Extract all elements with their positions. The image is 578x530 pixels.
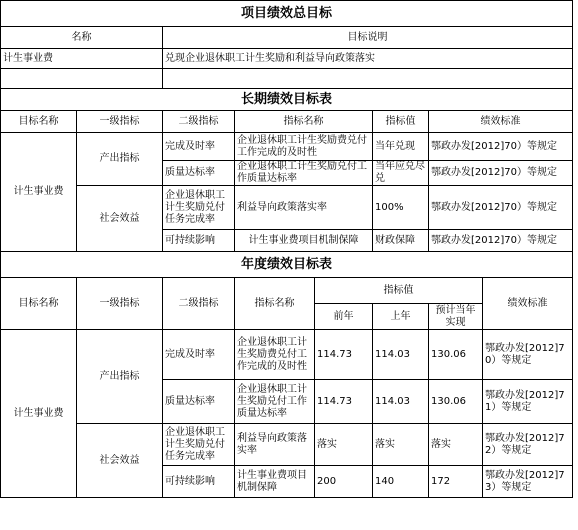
overall-header-desc[interactable]: 目标说明 — [163, 27, 573, 49]
longterm-level2[interactable]: 质量达标率 — [163, 161, 235, 186]
annual-last[interactable]: 140 — [373, 466, 429, 498]
annual-indicator[interactable]: 企业退休职工计生奖励费兑付工作完成的及时性 — [235, 330, 315, 380]
longterm-header-level1[interactable]: 一级指标 — [77, 111, 163, 133]
longterm-value[interactable]: 当年兑现 — [373, 133, 429, 161]
longterm-header-row — [1, 111, 573, 133]
annual-forecast[interactable]: 落实 — [429, 424, 483, 466]
annual-level1-output[interactable]: 产出指标 — [77, 330, 163, 424]
annual-level2[interactable]: 可持续影响 — [163, 466, 235, 498]
overall-title-row — [1, 1, 573, 27]
annual-header-level2[interactable]: 二级指标 — [163, 278, 235, 330]
annual-standard[interactable]: 鄂政办发[2012]72）等规定 — [483, 424, 573, 466]
annual-row — [1, 424, 573, 466]
longterm-standard[interactable]: 鄂政办发[2012]70）等规定 — [429, 133, 573, 161]
overall-data-row — [1, 49, 573, 69]
longterm-indicator[interactable]: 计生事业费项目机制保障 — [235, 230, 373, 252]
overall-row-name[interactable]: 计生事业费 — [1, 49, 163, 69]
annual-level2[interactable]: 企业退休职工计生奖励兑付任务完成率 — [163, 424, 235, 466]
longterm-standard[interactable]: 鄂政办发[2012]70）等规定 — [429, 161, 573, 186]
longterm-target-name[interactable]: 计生事业费 — [1, 133, 77, 252]
longterm-level2[interactable]: 企业退休职工计生奖励兑付任务完成率 — [163, 186, 235, 230]
longterm-level1-output[interactable]: 产出指标 — [77, 133, 163, 186]
empty-cell[interactable] — [1, 69, 163, 89]
annual-forecast[interactable]: 130.06 — [429, 380, 483, 424]
annual-header-row — [1, 278, 573, 304]
annual-last[interactable]: 114.03 — [373, 380, 429, 424]
annual-title-row — [1, 252, 573, 278]
longterm-value[interactable]: 100% — [373, 186, 429, 230]
annual-standard[interactable]: 鄂政办发[2012]73）等规定 — [483, 466, 573, 498]
longterm-header-value[interactable]: 指标值 — [373, 111, 429, 133]
longterm-header-indicator[interactable]: 指标名称 — [235, 111, 373, 133]
annual-standard[interactable]: 鄂政办发[2012]70）等规定 — [483, 330, 573, 380]
longterm-header-level2[interactable]: 二级指标 — [163, 111, 235, 133]
annual-prev[interactable]: 114.73 — [315, 380, 373, 424]
annual-forecast[interactable]: 172 — [429, 466, 483, 498]
longterm-title[interactable]: 长期绩效目标表 — [1, 89, 573, 111]
longterm-value[interactable]: 财政保障 — [373, 230, 429, 252]
longterm-standard[interactable]: 鄂政办发[2012]70）等规定 — [429, 230, 573, 252]
annual-prev[interactable]: 200 — [315, 466, 373, 498]
longterm-row — [1, 186, 573, 230]
longterm-standard[interactable]: 鄂政办发[2012]70）等规定 — [429, 186, 573, 230]
annual-header-last[interactable]: 上年 — [373, 304, 429, 330]
annual-header-standard[interactable]: 绩效标准 — [483, 278, 573, 330]
annual-row — [1, 330, 573, 380]
empty-cell[interactable] — [163, 69, 573, 89]
longterm-level1-social[interactable]: 社会效益 — [77, 186, 163, 252]
annual-header-prev[interactable]: 前年 — [315, 304, 373, 330]
annual-header-target[interactable]: 目标名称 — [1, 278, 77, 330]
longterm-row — [1, 133, 573, 161]
annual-forecast[interactable]: 130.06 — [429, 330, 483, 380]
annual-last[interactable]: 114.03 — [373, 330, 429, 380]
annual-indicator[interactable]: 计生事业费项目机制保障 — [235, 466, 315, 498]
longterm-header-target[interactable]: 目标名称 — [1, 111, 77, 133]
longterm-title-row — [1, 89, 573, 111]
annual-level1-social[interactable]: 社会效益 — [77, 424, 163, 498]
overall-empty-row — [1, 69, 573, 89]
annual-last[interactable]: 落实 — [373, 424, 429, 466]
annual-target-name[interactable]: 计生事业费 — [1, 330, 77, 498]
annual-prev[interactable]: 114.73 — [315, 330, 373, 380]
longterm-level2[interactable]: 可持续影响 — [163, 230, 235, 252]
annual-prev[interactable]: 落实 — [315, 424, 373, 466]
longterm-level2[interactable]: 完成及时率 — [163, 133, 235, 161]
annual-level2[interactable]: 质量达标率 — [163, 380, 235, 424]
annual-title[interactable]: 年度绩效目标表 — [1, 252, 573, 278]
longterm-indicator[interactable]: 企业退休职工计生奖励费兑付工作完成的及时性 — [235, 133, 373, 161]
overall-row-desc[interactable]: 兑现企业退休职工计生奖励和利益导向政策落实 — [163, 49, 573, 69]
longterm-header-standard[interactable]: 绩效标准 — [429, 111, 573, 133]
overall-header-name[interactable]: 名称 — [1, 27, 163, 49]
annual-header-level1[interactable]: 一级指标 — [77, 278, 163, 330]
annual-standard[interactable]: 鄂政办发[2012]71）等规定 — [483, 380, 573, 424]
longterm-indicator[interactable]: 利益导向政策落实率 — [235, 186, 373, 230]
overall-title[interactable]: 项目绩效总目标 — [1, 1, 573, 27]
annual-level2[interactable]: 完成及时率 — [163, 330, 235, 380]
annual-header-indicator[interactable]: 指标名称 — [235, 278, 315, 330]
annual-indicator[interactable]: 企业退休职工计生奖励兑付工作质量达标率 — [235, 380, 315, 424]
annual-header-forecast[interactable]: 预计当年实现 — [429, 304, 483, 330]
annual-header-value-group[interactable]: 指标值 — [315, 278, 483, 304]
longterm-value[interactable]: 当年应兑尽兑 — [373, 161, 429, 186]
overall-header-row — [1, 27, 573, 49]
longterm-indicator[interactable]: 企业退休职工计生奖励兑付工作质量达标率 — [235, 161, 373, 186]
annual-indicator[interactable]: 利益导向政策落实率 — [235, 424, 315, 466]
